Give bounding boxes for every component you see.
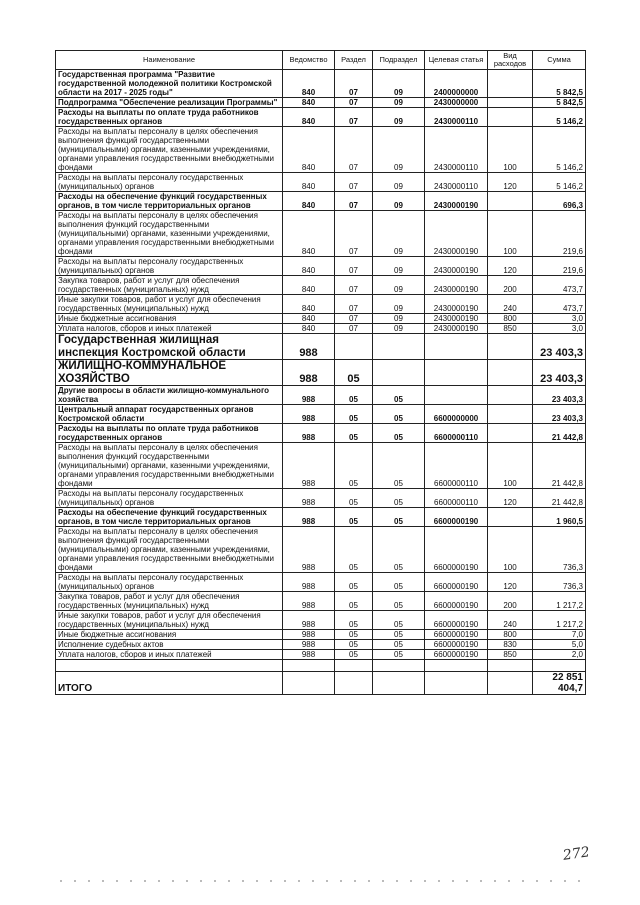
row-name: Государственная жилищная инспекция Костромской области [56, 334, 283, 360]
row-podrazdel: 09 [373, 295, 425, 314]
row-vid: 200 [488, 592, 533, 611]
row-name: Иные бюджетные ассигнования [56, 314, 283, 324]
row-statya: 6600000190 [425, 508, 488, 527]
row-vedomstvo: 988 [283, 611, 335, 630]
total-sum: 22 851 404,7 [533, 672, 586, 695]
table-row [56, 630, 586, 640]
table-row [56, 573, 586, 592]
row-podrazdel: 05 [373, 489, 425, 508]
table-row [56, 424, 586, 443]
row-razdel: 05 [335, 573, 373, 592]
row-vedomstvo: 988 [283, 386, 335, 405]
row-vedomstvo: 840 [283, 192, 335, 211]
row-razdel: 05 [335, 508, 373, 527]
row-vid: 100 [488, 127, 533, 173]
row-vid [488, 405, 533, 424]
row-razdel: 07 [335, 276, 373, 295]
row-summa: 5,0 [533, 640, 586, 650]
row-summa: 219,6 [533, 257, 586, 276]
row-razdel: 07 [335, 295, 373, 314]
table-row [56, 98, 586, 108]
header-name: Наименование [56, 51, 283, 70]
row-name: Уплата налогов, сборов и иных платежей [56, 650, 283, 660]
row-podrazdel: 09 [373, 314, 425, 324]
row-summa: 23 403,3 [533, 360, 586, 386]
table-row [56, 386, 586, 405]
row-razdel: 05 [335, 630, 373, 640]
row-razdel: 05 [335, 640, 373, 650]
row-summa: 696,3 [533, 192, 586, 211]
row-podrazdel: 05 [373, 630, 425, 640]
row-statya: 6600000190 [425, 630, 488, 640]
row-summa: 736,3 [533, 527, 586, 573]
table-row [56, 489, 586, 508]
table-row [56, 314, 586, 324]
row-summa: 21 442,8 [533, 489, 586, 508]
row-name: Расходы на обеспечение функций государственных органов, в том числе территориальных органов [56, 192, 283, 211]
row-podrazdel: 09 [373, 127, 425, 173]
row-summa: 473,7 [533, 276, 586, 295]
row-statya: 2430000190 [425, 257, 488, 276]
row-name: Расходы на выплаты персоналу в целях обеспечения выполнения функций государственными (муниципальными) органами, казенными учреждениями, органами управления государственными внебюджетными фондами [56, 443, 283, 489]
row-summa: 23 403,3 [533, 405, 586, 424]
row-razdel: 07 [335, 108, 373, 127]
row-vid [488, 360, 533, 386]
row-razdel: 05 [335, 360, 373, 386]
row-name: Закупка товаров, работ и услуг для обеспечения государственных (муниципальных) нужд [56, 276, 283, 295]
row-vedomstvo: 988 [283, 630, 335, 640]
row-summa: 23 403,3 [533, 386, 586, 405]
row-vedomstvo: 840 [283, 108, 335, 127]
row-podrazdel: 09 [373, 257, 425, 276]
row-vedomstvo: 988 [283, 508, 335, 527]
total-label: ИТОГО [56, 672, 283, 695]
row-vid: 100 [488, 211, 533, 257]
header-vid: Вид расходов [488, 51, 533, 70]
row-statya: 6600000190 [425, 650, 488, 660]
row-summa: 3,0 [533, 324, 586, 334]
row-podrazdel: 05 [373, 424, 425, 443]
row-summa: 219,6 [533, 211, 586, 257]
row-statya: 2430000190 [425, 314, 488, 324]
row-vedomstvo: 988 [283, 405, 335, 424]
row-razdel: 07 [335, 70, 373, 98]
row-podrazdel: 05 [373, 527, 425, 573]
row-razdel: 05 [335, 405, 373, 424]
table-row [56, 611, 586, 630]
row-statya: 2430000110 [425, 127, 488, 173]
row-vid [488, 424, 533, 443]
scan-edge-noise [60, 880, 580, 882]
header-razdel: Раздел [335, 51, 373, 70]
row-name: Расходы на выплаты персоналу в целях обеспечения выполнения функций государственными (муниципальными) органами, казенными учреждениями, органами управления государственными внебюджетными фондами [56, 211, 283, 257]
row-summa: 5 146,2 [533, 127, 586, 173]
row-statya: 6600000190 [425, 573, 488, 592]
row-name: Расходы на выплаты персоналу государственных (муниципальных) органов [56, 573, 283, 592]
row-summa: 5 146,2 [533, 108, 586, 127]
row-razdel: 05 [335, 650, 373, 660]
row-vedomstvo: 988 [283, 443, 335, 489]
row-vid [488, 386, 533, 405]
row-podrazdel: 05 [373, 405, 425, 424]
row-razdel: 05 [335, 592, 373, 611]
row-vedomstvo: 840 [283, 173, 335, 192]
row-statya: 2400000000 [425, 70, 488, 98]
row-statya: 2430000110 [425, 108, 488, 127]
table-row [56, 360, 586, 386]
row-vid: 850 [488, 650, 533, 660]
row-podrazdel: 09 [373, 108, 425, 127]
row-name: Иные закупки товаров, работ и услуг для обеспечения государственных (муниципальных) нужд [56, 611, 283, 630]
row-name: Государственная программа "Развитие государственной молодежной политики Костромской области на 2017 - 2025 годы" [56, 70, 283, 98]
row-name: Расходы на выплаты персоналу в целях обеспечения выполнения функций государственными (муниципальными) органами, казенными учреждениями, органами управления государственными внебюджетными фондами [56, 527, 283, 573]
row-podrazdel: 09 [373, 173, 425, 192]
row-statya: 2430000190 [425, 324, 488, 334]
row-summa: 7,0 [533, 630, 586, 640]
row-vid: 240 [488, 611, 533, 630]
row-name: Расходы на обеспечение функций государственных органов, в том числе территориальных органов [56, 508, 283, 527]
row-vedomstvo: 988 [283, 650, 335, 660]
row-podrazdel: 05 [373, 443, 425, 489]
row-podrazdel: 05 [373, 386, 425, 405]
row-vedomstvo: 988 [283, 489, 335, 508]
table-row [56, 257, 586, 276]
header-vedomstvo: Ведомство [283, 51, 335, 70]
row-name: Расходы на выплаты по оплате труда работников государственных органов [56, 108, 283, 127]
row-podrazdel [373, 360, 425, 386]
row-podrazdel: 09 [373, 70, 425, 98]
row-summa: 1 217,2 [533, 592, 586, 611]
row-statya: 6600000190 [425, 592, 488, 611]
row-statya: 2430000000 [425, 98, 488, 108]
row-vid: 120 [488, 257, 533, 276]
row-podrazdel: 05 [373, 640, 425, 650]
row-podrazdel: 09 [373, 276, 425, 295]
header-podrazdel: Подраздел [373, 51, 425, 70]
row-statya: 6600000190 [425, 611, 488, 630]
row-vid: 120 [488, 573, 533, 592]
row-vid: 850 [488, 324, 533, 334]
row-name: Подпрограмма "Обеспечение реализации Программы" [56, 98, 283, 108]
row-summa: 3,0 [533, 314, 586, 324]
row-razdel: 07 [335, 211, 373, 257]
row-podrazdel: 09 [373, 324, 425, 334]
header-summa: Сумма [533, 51, 586, 70]
row-vedomstvo: 840 [283, 324, 335, 334]
row-statya [425, 386, 488, 405]
row-vid: 120 [488, 173, 533, 192]
row-statya: 2430000190 [425, 295, 488, 314]
table-row [56, 211, 586, 257]
row-podrazdel: 09 [373, 98, 425, 108]
row-vid [488, 108, 533, 127]
row-vedomstvo: 840 [283, 98, 335, 108]
row-vid [488, 70, 533, 98]
total-row [56, 672, 586, 695]
table-row [56, 70, 586, 98]
table-row [56, 650, 586, 660]
row-vid: 100 [488, 443, 533, 489]
table-row [56, 405, 586, 424]
row-statya: 6600000110 [425, 489, 488, 508]
row-statya [425, 334, 488, 360]
row-razdel: 05 [335, 443, 373, 489]
row-vedomstvo: 988 [283, 360, 335, 386]
row-statya: 2430000110 [425, 173, 488, 192]
row-vedomstvo: 988 [283, 527, 335, 573]
row-statya: 6600000190 [425, 527, 488, 573]
table-row [56, 127, 586, 173]
row-summa: 1 217,2 [533, 611, 586, 630]
row-name: Расходы на выплаты персоналу государственных (муниципальных) органов [56, 257, 283, 276]
row-vedomstvo: 988 [283, 334, 335, 360]
row-razdel: 07 [335, 324, 373, 334]
row-vid: 800 [488, 314, 533, 324]
row-vid [488, 508, 533, 527]
row-razdel: 07 [335, 98, 373, 108]
table-row [56, 276, 586, 295]
row-vedomstvo: 988 [283, 592, 335, 611]
row-podrazdel: 09 [373, 211, 425, 257]
row-razdel: 05 [335, 611, 373, 630]
row-name: Исполнение судебных актов [56, 640, 283, 650]
row-vedomstvo: 840 [283, 211, 335, 257]
row-vid [488, 98, 533, 108]
row-podrazdel: 05 [373, 573, 425, 592]
row-statya: 2430000190 [425, 211, 488, 257]
table-row [56, 592, 586, 611]
table-row [56, 527, 586, 573]
table-row [56, 334, 586, 360]
row-summa: 5 146,2 [533, 173, 586, 192]
row-razdel: 05 [335, 527, 373, 573]
row-name: Иные закупки товаров, работ и услуг для обеспечения государственных (муниципальных) нужд [56, 295, 283, 314]
row-name: ЖИЛИЩНО-КОММУНАЛЬНОЕ ХОЗЯЙСТВО [56, 360, 283, 386]
row-summa: 21 442,8 [533, 424, 586, 443]
row-razdel: 07 [335, 173, 373, 192]
table-header-row [56, 51, 586, 70]
row-summa: 21 442,8 [533, 443, 586, 489]
row-vedomstvo: 840 [283, 295, 335, 314]
row-podrazdel: 05 [373, 508, 425, 527]
table-row [56, 508, 586, 527]
row-name: Уплата налогов, сборов и иных платежей [56, 324, 283, 334]
row-statya: 6600000110 [425, 443, 488, 489]
row-name: Расходы на выплаты по оплате труда работников государственных органов [56, 424, 283, 443]
row-podrazdel: 05 [373, 592, 425, 611]
row-summa: 5 842,5 [533, 98, 586, 108]
row-summa: 23 403,3 [533, 334, 586, 360]
table-row [56, 295, 586, 314]
row-vid: 240 [488, 295, 533, 314]
row-razdel: 05 [335, 386, 373, 405]
row-statya: 6600000000 [425, 405, 488, 424]
row-podrazdel: 05 [373, 611, 425, 630]
spacer-row [56, 660, 586, 672]
row-vid: 120 [488, 489, 533, 508]
row-name: Закупка товаров, работ и услуг для обеспечения государственных (муниципальных) нужд [56, 592, 283, 611]
row-summa: 473,7 [533, 295, 586, 314]
row-summa: 1 960,5 [533, 508, 586, 527]
row-name: Расходы на выплаты персоналу в целях обеспечения выполнения функций государственными (муниципальными) органами, казенными учреждениями, органами управления государственными внебюджетными фондами [56, 127, 283, 173]
table-row [56, 443, 586, 489]
table-row [56, 108, 586, 127]
row-statya [425, 360, 488, 386]
row-podrazdel [373, 334, 425, 360]
row-vedomstvo: 840 [283, 314, 335, 324]
row-name: Другие вопросы в области жилищно-коммунального хозяйства [56, 386, 283, 405]
row-razdel [335, 334, 373, 360]
row-name: Иные бюджетные ассигнования [56, 630, 283, 640]
row-name: Расходы на выплаты персоналу государственных (муниципальных) органов [56, 173, 283, 192]
row-vedomstvo: 840 [283, 257, 335, 276]
row-razdel: 07 [335, 127, 373, 173]
row-summa: 5 842,5 [533, 70, 586, 98]
row-vedomstvo: 988 [283, 640, 335, 650]
row-statya: 2430000190 [425, 192, 488, 211]
row-razdel: 05 [335, 489, 373, 508]
table-row [56, 324, 586, 334]
header-statya: Целевая статья [425, 51, 488, 70]
handwritten-page-number: 272 [562, 844, 591, 864]
row-vid [488, 192, 533, 211]
row-vid: 830 [488, 640, 533, 650]
row-vid: 100 [488, 527, 533, 573]
budget-table [55, 50, 586, 695]
row-podrazdel: 05 [373, 650, 425, 660]
row-statya: 2430000190 [425, 276, 488, 295]
table-row [56, 192, 586, 211]
row-razdel: 07 [335, 314, 373, 324]
row-vedomstvo: 840 [283, 127, 335, 173]
row-vedomstvo: 988 [283, 573, 335, 592]
row-summa: 2,0 [533, 650, 586, 660]
row-vedomstvo: 840 [283, 276, 335, 295]
row-vedomstvo: 988 [283, 424, 335, 443]
row-razdel: 05 [335, 424, 373, 443]
row-razdel: 07 [335, 257, 373, 276]
row-statya: 6600000190 [425, 640, 488, 650]
row-summa: 736,3 [533, 573, 586, 592]
row-vid: 200 [488, 276, 533, 295]
row-vid [488, 334, 533, 360]
table-row [56, 173, 586, 192]
row-name: Расходы на выплаты персоналу государственных (муниципальных) органов [56, 489, 283, 508]
row-podrazdel: 09 [373, 192, 425, 211]
row-statya: 6600000110 [425, 424, 488, 443]
row-name: Центральный аппарат государственных органов Костромской области [56, 405, 283, 424]
row-vid: 800 [488, 630, 533, 640]
table-body [56, 70, 586, 660]
row-vedomstvo: 840 [283, 70, 335, 98]
table-row [56, 640, 586, 650]
row-razdel: 07 [335, 192, 373, 211]
